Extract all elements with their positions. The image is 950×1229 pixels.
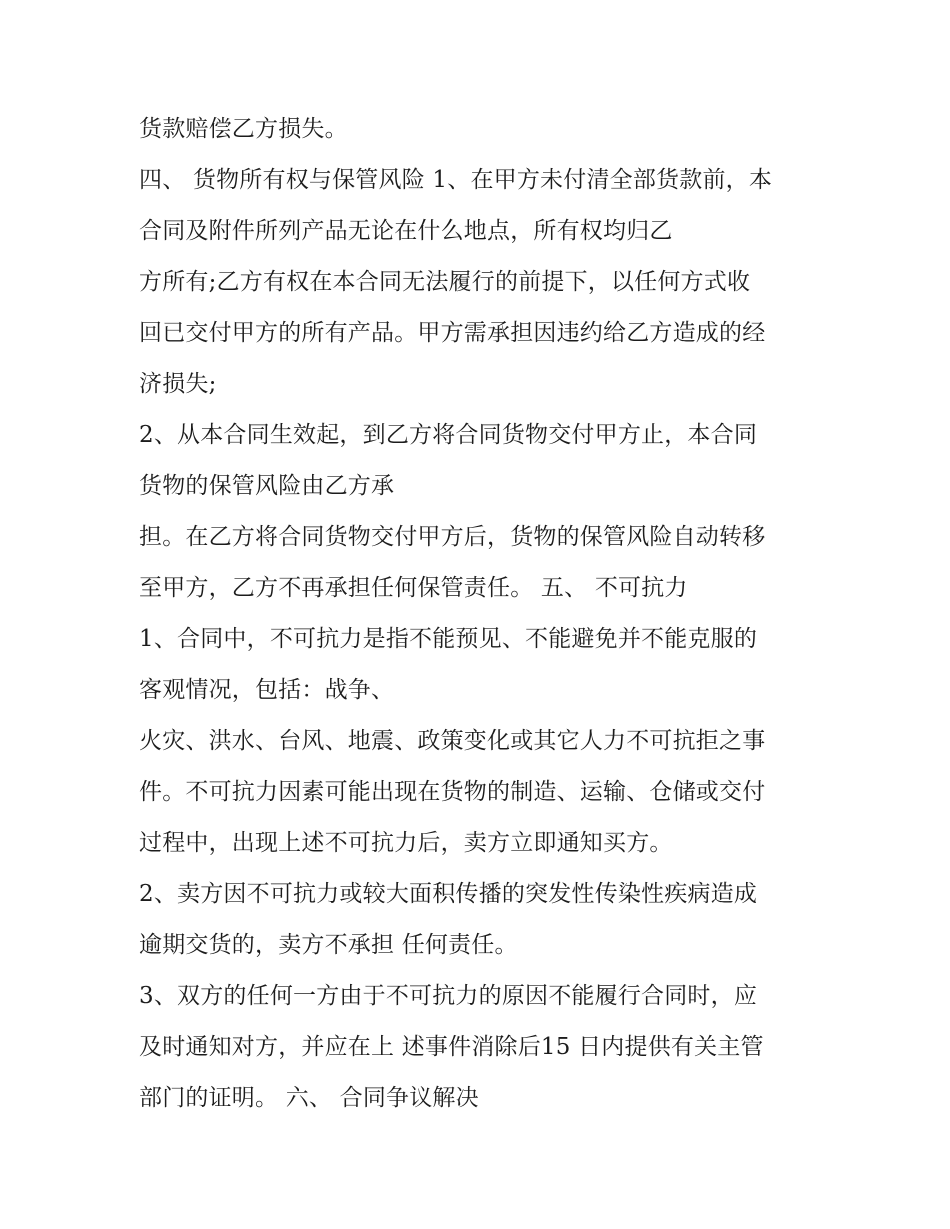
text-line: 过程中，出现上述不可抗力后，卖方立即通知买方。	[139, 830, 673, 856]
text-line: 货款赔偿乙方损失。	[139, 116, 348, 142]
text-line: 回已交付甲方的所有产品。甲方需承担因违约给乙方造成的经	[139, 320, 766, 346]
contract-text-body	[139, 104, 829, 1124]
text-line: 合同及附件所列产品无论在什么地点，所有权均归乙	[139, 218, 673, 244]
text-line: 担。在乙方将合同货物交付甲方后，货物的保管风险自动转移	[139, 524, 766, 550]
text-line: 部门的证明。 六、 合同争议解决	[139, 1085, 479, 1111]
text-line: 逾期交货的，卖方不承担 任何责任。	[139, 932, 518, 958]
text-line: 件。不可抗力因素可能出现在货物的制造、运输、仓储或交付	[139, 779, 766, 805]
text-line: 方所有;乙方有权在本合同无法履行的前提下，以任何方式收	[139, 269, 751, 295]
text-line: 1、合同中，不可抗力是指不能预见、不能避免并不能克服的	[139, 626, 758, 652]
text-line: 2、卖方因不可抗力或较大面积传播的突发性传染性疾病造成	[139, 881, 758, 907]
text-line: 客观情况，包括：战争、	[139, 677, 395, 703]
text-line: 2、从本合同生效起，到乙方将合同货物交付甲方止，本合同	[139, 422, 758, 448]
text-line: 至甲方，乙方不再承担任何保管责任。 五、 不可抗力	[139, 575, 688, 601]
text-line: 及时通知对方，并应在上 述事件消除后15 日内提供有关主管	[139, 1034, 764, 1060]
text-line: 四、 货物所有权与保管风险 1、在甲方未付清全部货款前，本	[139, 167, 773, 193]
text-line: 货物的保管风险由乙方承	[139, 473, 395, 499]
text-line: 3、双方的任何一方由于不可抗力的原因不能履行合同时，应	[139, 983, 758, 1009]
text-line: 火灾、洪水、台风、地震、政策变化或其它人力不可抗拒之事	[139, 728, 766, 754]
text-line: 济损失;	[139, 371, 217, 397]
